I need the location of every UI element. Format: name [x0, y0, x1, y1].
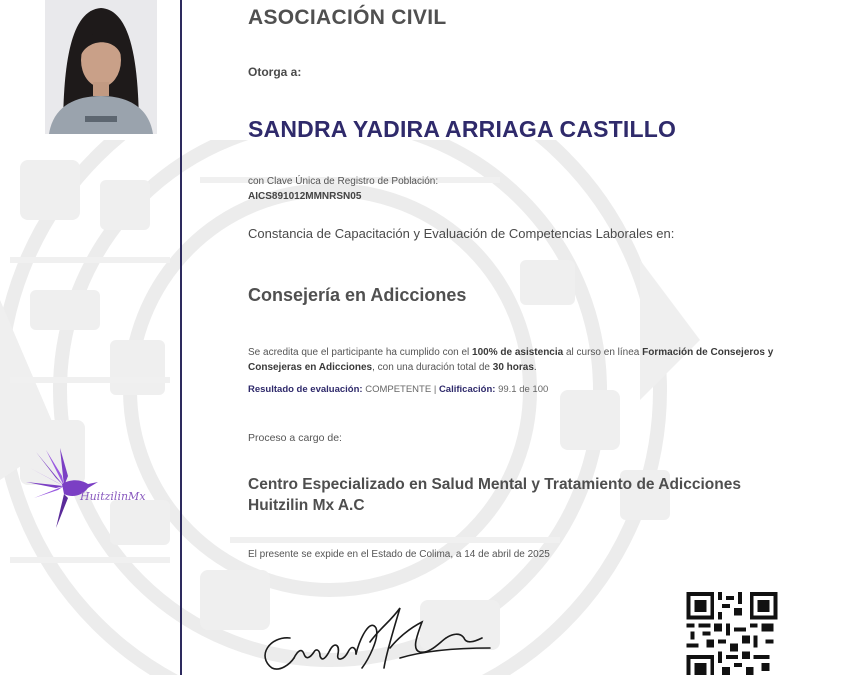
duration-value: 30 horas — [492, 362, 534, 373]
curp-label: con Clave Única de Registro de Población: — [248, 176, 439, 187]
result-label: Resultado de evaluación: — [248, 384, 363, 395]
signature-image — [250, 598, 500, 678]
course-full-name: Formación de Consejeros y Consejeras en Adicciones — [248, 347, 774, 373]
curp-value: AICS891012MMNRSN05 — [248, 191, 362, 202]
process-label: Proceso a cargo de: — [248, 432, 342, 444]
accreditation-paragraph — [248, 345, 823, 375]
accreditation-text-3: , con una duración total de — [372, 362, 493, 373]
accreditation-text-4: . — [533, 362, 537, 373]
logo-text: HuitzilinMx — [80, 490, 146, 503]
recipient-name: SANDRA YADIRA ARRIAGA CASTILLO — [248, 116, 677, 142]
qr-code-icon — [686, 592, 778, 675]
course-name: Consejería en Adicciones — [248, 285, 467, 305]
grade-label: Calificación: — [438, 384, 496, 395]
center-name: Centro Especializado en Salud Mental y Tratamiento de Adicciones Huitzilin Mx A.C — [248, 476, 741, 514]
recipient-photo — [45, 0, 157, 134]
hummingbird-logo-icon — [26, 448, 156, 530]
constancia-text: Constancia de Capacitación y Evaluación de Competencias Laborales en: — [248, 226, 675, 241]
accreditation-text-1: Se acredita que el participante ha cumplido con el — [248, 347, 473, 358]
grade-value: 99.1 de 100 — [498, 384, 549, 395]
left-divider-line — [180, 0, 182, 675]
attendance-value: 100% de asistencia — [472, 347, 564, 358]
evaluation-result — [248, 384, 548, 395]
grants-label: Otorga a: — [248, 65, 302, 79]
result-value: COMPETENTE — [365, 384, 432, 395]
accreditation-text-2: al curso en línea — [563, 347, 643, 358]
issued-text: El presente se expide en el Estado de Colima, a 14 de abril de 2025 — [248, 549, 550, 560]
result-separator: | — [433, 384, 437, 395]
organization-title: ASOCIACIÓN CIVIL — [248, 6, 447, 29]
